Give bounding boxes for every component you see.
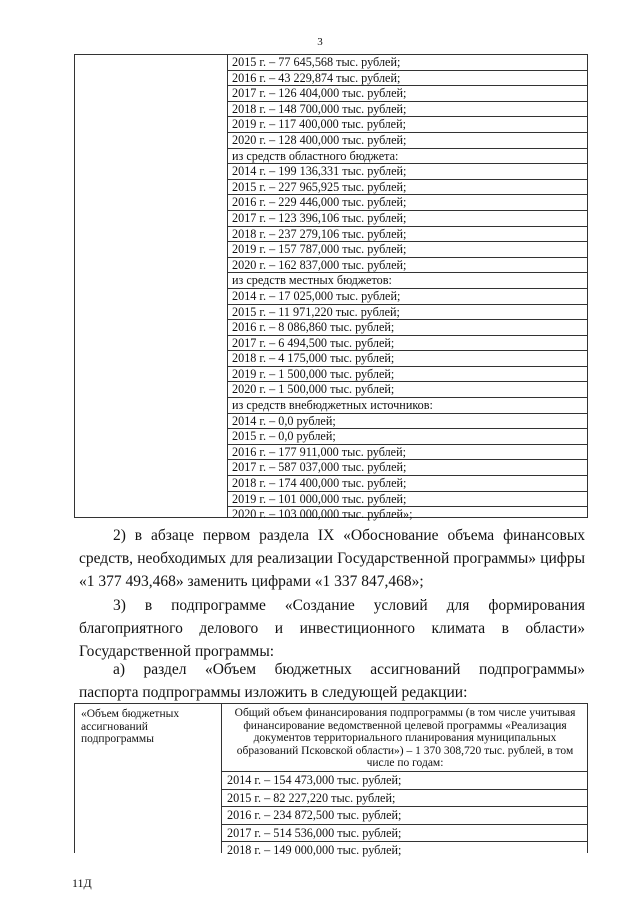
funding-line-text: 2019 г. – 117 400,000 тыс. рублей; bbox=[232, 117, 406, 132]
funding-line bbox=[75, 149, 587, 165]
funding-line bbox=[75, 86, 587, 102]
funding-line-text: 2020 г. – 1 500,000 тыс. рублей; bbox=[232, 382, 395, 397]
funding-line-text: 2015 г. – 11 971,220 тыс. рублей; bbox=[232, 304, 400, 319]
funding-line-text: 2018 г. – 174 400,000 тыс. рублей; bbox=[232, 476, 407, 491]
funding-line bbox=[75, 180, 587, 196]
funding-line bbox=[75, 320, 587, 336]
funding-line bbox=[75, 133, 587, 149]
funding-table-continuation bbox=[74, 54, 588, 522]
funding-line bbox=[75, 382, 587, 398]
year-funding-text: 2017 г. – 514 536,000 тыс. рублей; bbox=[227, 825, 402, 840]
funding-line bbox=[75, 336, 587, 352]
year-funding-text: 2014 г. – 154 473,000 тыс. рублей; bbox=[227, 773, 402, 787]
year-funding-text: 2016 г. – 234 872,500 тыс. рублей; bbox=[227, 808, 402, 822]
funding-line-text: 2017 г. – 587 037,000 тыс. рублей; bbox=[232, 460, 407, 475]
amendment-3-text: благоприятного делового и инвестиционного климата в области» Государственной программы: bbox=[79, 620, 585, 660]
funding-line-text: 2020 г. – 128 400,000 тыс. рублей; bbox=[232, 132, 407, 147]
funding-line-text: 2017 г. – 6 494,500 тыс. рублей; bbox=[232, 335, 395, 350]
funding-line-text: из средств внебюджетных источников: bbox=[232, 398, 433, 413]
amendment-paragraph-a bbox=[79, 658, 585, 704]
yearly-funding-rows bbox=[221, 771, 587, 859]
funding-line-text: 2016 г. – 177 911,000 тыс. рублей; bbox=[232, 444, 406, 459]
funding-line-text: 2017 г. – 126 404,000 тыс. рублей; bbox=[232, 86, 407, 101]
funding-line-text: 2015 г. – 77 645,568 тыс. рублей; bbox=[232, 55, 401, 69]
budget-label-cell: «Объем бюджетных ассигнований подпрограммы bbox=[81, 708, 180, 745]
funding-line-text: 2018 г. – 237 279,106 тыс. рублей; bbox=[232, 226, 407, 241]
amendment-2-first-line: 2) в абзаце первом раздела IX «Обоснование объема финансовых bbox=[113, 527, 585, 544]
funding-lines bbox=[75, 55, 587, 523]
funding-line bbox=[75, 102, 587, 118]
total-funding-text: Общий объем финансирования подпрограммы (в том числе учитывая финансирование ведомственной целевой программы «Реализация документов территориального планирования муниципальных образований Псковской области») – 1 370 308,720 тыс. рублей, в том числе по годам: bbox=[234, 707, 576, 769]
funding-line-text: из средств областного бюджета: bbox=[232, 148, 399, 163]
year-funding-text: 2015 г. – 82 227,220 тыс. рублей; bbox=[227, 790, 396, 805]
funding-line-text: 2015 г. – 227 965,925 тыс. рублей; bbox=[232, 179, 407, 194]
funding-line bbox=[75, 305, 587, 321]
document-code: 11Д bbox=[72, 876, 92, 890]
year-funding-row bbox=[221, 771, 587, 789]
funding-line-text: 2014 г. – 17 025,000 тыс. рублей; bbox=[232, 288, 401, 303]
funding-line bbox=[75, 258, 587, 274]
funding-line-text: 2020 г. – 103 000,000 тыс. рублей»; bbox=[232, 507, 413, 522]
year-funding-row bbox=[221, 806, 587, 824]
year-funding-row bbox=[221, 789, 587, 807]
funding-line bbox=[75, 55, 587, 71]
year-funding-row bbox=[221, 841, 587, 859]
amendment-paragraph-2 bbox=[79, 524, 585, 593]
funding-line bbox=[75, 273, 587, 289]
funding-line bbox=[75, 289, 587, 305]
funding-line-text: 2019 г. – 1 500,000 тыс. рублей; bbox=[232, 366, 395, 381]
page-number: 3 bbox=[317, 36, 323, 48]
amendment-3-first-line: 3) в подпрограмме «Создание условий для формирования bbox=[113, 597, 585, 614]
funding-line bbox=[75, 414, 587, 430]
funding-line bbox=[75, 117, 587, 133]
funding-line-text: 2017 г. – 123 396,106 тыс. рублей; bbox=[232, 210, 407, 225]
funding-line-text: 2016 г. – 43 229,874 тыс. рублей; bbox=[232, 70, 401, 85]
amendment-a-first-line: а) раздел «Объем бюджетных ассигнований подпрограммы» bbox=[113, 661, 585, 678]
funding-line-text: 2020 г. – 162 837,000 тыс. рублей; bbox=[232, 257, 407, 272]
subprogram-budget-table bbox=[74, 703, 588, 857]
funding-line-text: 2018 г. – 148 700,000 тыс. рублей; bbox=[232, 101, 407, 116]
funding-line-text: 2018 г. – 4 175,000 тыс. рублей; bbox=[232, 351, 395, 366]
funding-line bbox=[75, 164, 587, 180]
funding-line-text: 2016 г. – 229 446,000 тыс. рублей; bbox=[232, 195, 407, 210]
funding-line bbox=[75, 227, 587, 243]
funding-line bbox=[75, 445, 587, 461]
funding-line bbox=[75, 507, 587, 523]
funding-line bbox=[75, 476, 587, 492]
funding-line bbox=[75, 211, 587, 227]
funding-line bbox=[75, 195, 587, 211]
amendment-a-text: паспорта подпрограммы изложить в следующей редакции: bbox=[79, 684, 468, 701]
funding-line-text: 2014 г. – 199 136,331 тыс. рублей; bbox=[232, 164, 407, 179]
funding-line bbox=[75, 367, 587, 383]
funding-line bbox=[75, 398, 587, 414]
funding-line bbox=[75, 429, 587, 445]
amendment-paragraph-3 bbox=[79, 594, 585, 663]
funding-line-text: 2016 г. – 8 086,860 тыс. рублей; bbox=[232, 320, 395, 335]
funding-line-text: 2014 г. – 0,0 рублей; bbox=[232, 413, 336, 428]
funding-line-text: 2019 г. – 101 000,000 тыс. рублей; bbox=[232, 491, 407, 506]
funding-line-text: из средств местных бюджетов: bbox=[232, 273, 392, 288]
funding-line-text: 2015 г. – 0,0 рублей; bbox=[232, 429, 336, 444]
funding-line-text: 2019 г. – 157 787,000 тыс. рублей; bbox=[232, 242, 407, 257]
year-funding-row bbox=[221, 824, 587, 842]
amendment-2-text: средств, необходимых для реализации Государственной программы» цифры «1 377 493,468» заменить цифрами «1 337 847,468»; bbox=[79, 550, 585, 590]
funding-line bbox=[75, 242, 587, 258]
funding-line bbox=[75, 71, 587, 87]
funding-line bbox=[75, 351, 587, 367]
funding-line bbox=[75, 492, 587, 508]
funding-line bbox=[75, 460, 587, 476]
year-funding-text: 2018 г. – 149 000,000 тыс. рублей; bbox=[227, 843, 402, 857]
